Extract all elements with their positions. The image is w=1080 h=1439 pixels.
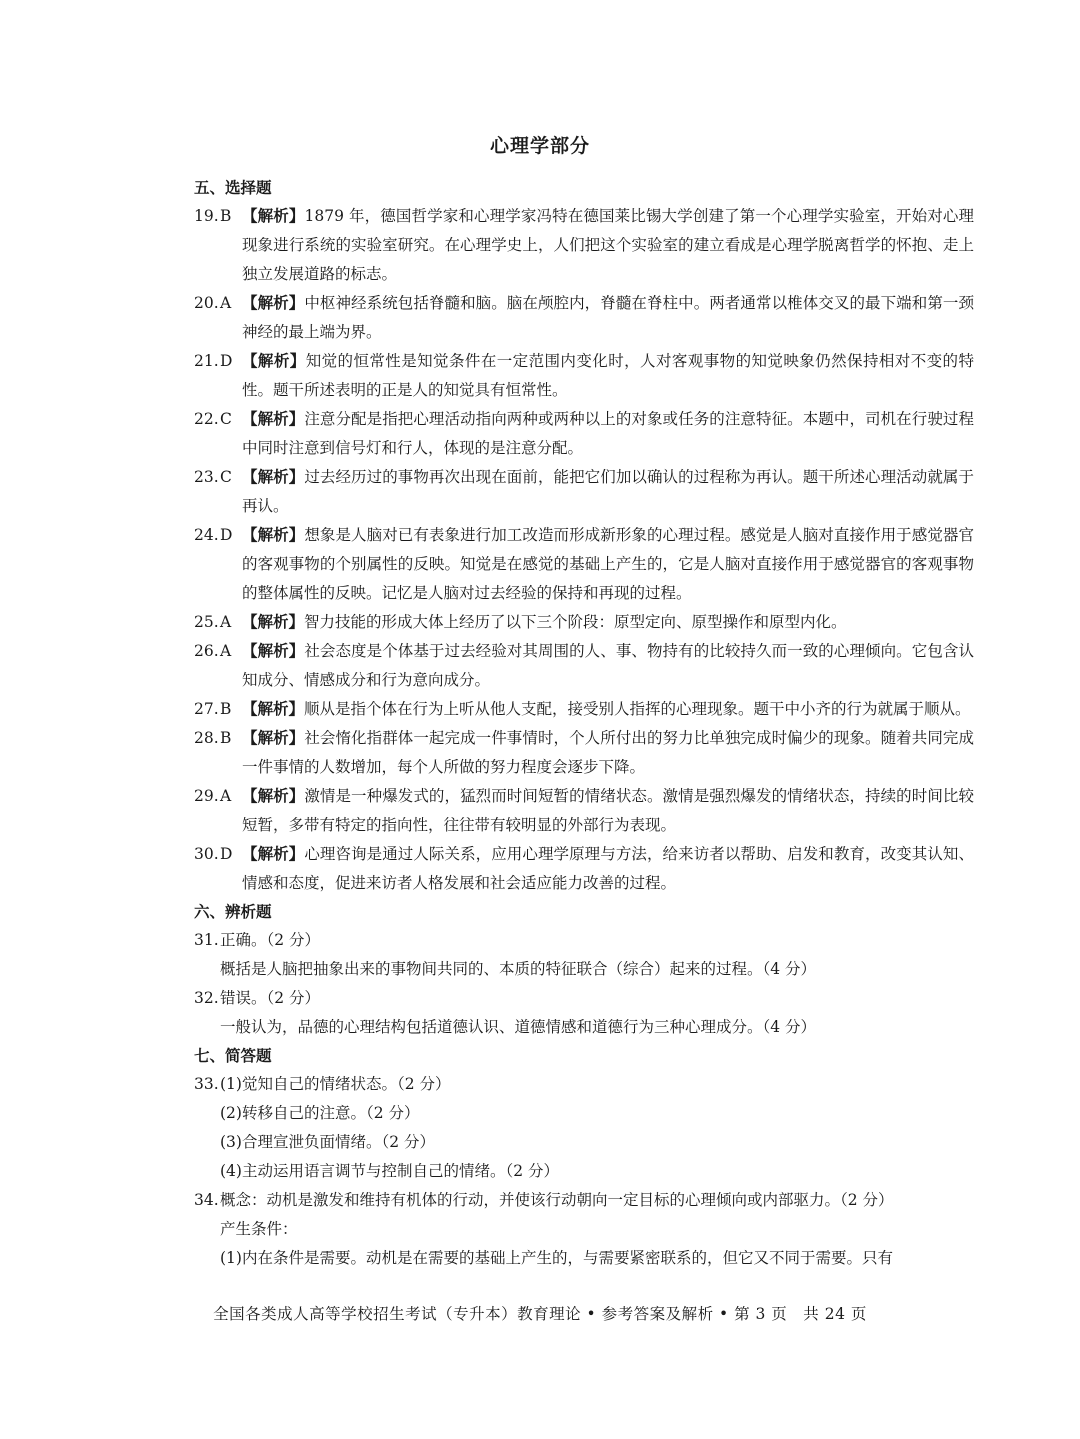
analysis-tag: 【解析】 <box>242 294 305 312</box>
answer-letter: D <box>220 526 233 544</box>
page-title: 心理学部分 <box>489 135 590 157</box>
question-number: 25. <box>194 613 219 631</box>
choice-answer-item <box>194 724 974 782</box>
analysis-tag: 【解析】 <box>242 642 305 660</box>
judge-explanation: 一般认为，品德的心理结构包括道德认识、道德情感和道德行为三种心理成分。（4 分） <box>220 1018 817 1036</box>
answer-letter: D <box>220 352 233 370</box>
analysis-tag: 【解析】 <box>242 410 305 428</box>
question-number: 31. <box>194 931 219 949</box>
explanation-text: 1879 年，德国哲学家和心理学家冯特在德国莱比锡大学创建了第一个心理学实验室，开始对心理现象进行系统的实验室研究。在心理学史上，人们把这个实验室的建立看成是心理学脱离哲学的怀抱、走上独立发展道路的标志。 <box>242 207 974 283</box>
explanation-text: 激情是一种爆发式的，猛烈而时间短暂的情绪状态。激情是强烈爆发的情绪状态，持续的时间比较短暂，多带有特定的指向性，往往带有较明显的外部行为表现。 <box>242 787 974 834</box>
answer-letter: B <box>220 729 232 747</box>
choice-answer-item <box>194 695 974 724</box>
question-number: 19. <box>194 207 219 225</box>
judge-verdict: 正确。（2 分） <box>220 931 321 949</box>
analysis-tag: 【解析】 <box>242 787 305 805</box>
answer-33-line-3: (3)合理宣泄负面情绪。（2 分） <box>220 1133 435 1151</box>
answer-content <box>194 174 974 1273</box>
analysis-tag: 【解析】 <box>242 468 305 486</box>
choice-answer-item <box>194 405 974 463</box>
choice-answer-item <box>194 202 974 289</box>
answer-explanation <box>242 608 974 637</box>
explanation-text: 中枢神经系统包括脊髓和脑。脑在颅腔内，脊髓在脊柱中。两者通常以椎体交叉的最下端和第一颈神经的最上端为界。 <box>242 294 974 341</box>
judge-answer-list <box>194 926 974 1042</box>
section-heading-judge: 六、辨析题 <box>194 903 272 921</box>
analysis-tag: 【解析】 <box>242 700 305 718</box>
answer-letter: C <box>220 468 232 486</box>
answer-explanation <box>242 347 974 405</box>
answer-letter: A <box>220 294 232 312</box>
choice-answer-item <box>194 347 974 405</box>
judge-verdict: 错误。（2 分） <box>220 989 321 1007</box>
question-number: 20. <box>194 294 219 312</box>
analysis-tag: 【解析】 <box>242 526 305 544</box>
answer-explanation <box>242 463 974 521</box>
question-number: 22. <box>194 410 219 428</box>
explanation-text: 顺从是指个体在行为上听从他人支配，接受别人指挥的心理现象。题干中小齐的行为就属于顺从。 <box>304 700 971 718</box>
choice-answer-item <box>194 289 974 347</box>
explanation-text: 心理咨询是通过人际关系，应用心理学原理与方法，给来访者以帮助、启发和教育，改变其认知、情感和态度，促进来访者人格发展和社会适应能力改善的过程。 <box>242 845 974 892</box>
answer-explanation <box>242 521 974 608</box>
answer-letter: B <box>220 207 232 225</box>
explanation-text: 想象是人脑对已有表象进行加工改造而形成新形象的心理过程。感觉是人脑对直接作用于感觉器官的客观事物的个别属性的反映。知觉是在感觉的基础上产生的，它是人脑对直接作用于感觉器官的客观事物的整体属性的反映。记忆是人脑对过去经验的保持和再现的过程。 <box>242 526 974 602</box>
question-number: 34. <box>194 1191 219 1209</box>
question-number: 21. <box>194 352 219 370</box>
answer-explanation <box>242 202 974 289</box>
answer-33 <box>194 1070 974 1186</box>
question-number: 27. <box>194 700 219 718</box>
question-number: 32. <box>194 989 219 1007</box>
question-number: 30. <box>194 845 219 863</box>
answer-explanation <box>242 637 974 695</box>
answer-33-line-1: (1)觉知自己的情绪状态。（2 分） <box>220 1075 451 1093</box>
explanation-text: 注意分配是指把心理活动指向两种或两种以上的对象或任务的注意特征。本题中，司机在行驶过程中同时注意到信号灯和行人，体现的是注意分配。 <box>242 410 974 457</box>
answer-explanation <box>242 782 974 840</box>
answer-letter: A <box>220 642 232 660</box>
question-number: 28. <box>194 729 219 747</box>
answer-letter: A <box>220 787 232 805</box>
section-heading-choice: 五、选择题 <box>194 179 272 197</box>
judge-explanation: 概括是人脑把抽象出来的事物间共同的、本质的特征联合（综合）起来的过程。（4 分） <box>220 960 817 978</box>
answer-letter: C <box>220 410 232 428</box>
answer-34-concept: 概念：动机是激发和维持有机体的行动，并使该行动朝向一定目标的心理倾向或内部驱力。（2 分） <box>220 1191 894 1209</box>
question-number: 29. <box>194 787 219 805</box>
answer-explanation <box>242 289 974 347</box>
question-number: 33. <box>194 1075 219 1093</box>
answer-explanation <box>242 724 974 782</box>
section-heading-short: 七、简答题 <box>194 1047 272 1065</box>
choice-answer-item <box>194 463 974 521</box>
explanation-text: 社会惰化指群体一起完成一件事情时，个人所付出的努力比单独完成时偏少的现象。随着共同完成一件事情的人数增加，每个人所做的努力程度会逐步下降。 <box>242 729 974 776</box>
analysis-tag: 【解析】 <box>242 729 305 747</box>
explanation-text: 智力技能的形成大体上经历了以下三个阶段：原型定向、原型操作和原型内化。 <box>304 613 847 631</box>
judge-answer-item <box>194 926 974 984</box>
choice-answer-item <box>194 521 974 608</box>
answer-34-condition-label: 产生条件： <box>220 1220 298 1238</box>
answer-explanation <box>242 695 974 724</box>
answer-explanation <box>242 405 974 463</box>
answer-33-line-2: (2)转移自己的注意。（2 分） <box>220 1104 420 1122</box>
explanation-text: 过去经历过的事物再次出现在面前，能把它们加以确认的过程称为再认。题干所述心理活动就属于再认。 <box>242 468 974 515</box>
choice-answer-item <box>194 782 974 840</box>
choice-answer-item <box>194 608 974 637</box>
analysis-tag: 【解析】 <box>242 845 305 863</box>
question-number: 24. <box>194 526 219 544</box>
answer-33-line-4: (4)主动运用语言调节与控制自己的情绪。（2 分） <box>220 1162 559 1180</box>
answer-letter: A <box>220 613 232 631</box>
question-number: 23. <box>194 468 219 486</box>
answer-explanation <box>242 840 974 898</box>
judge-answer-item <box>194 984 974 1042</box>
answer-34 <box>194 1186 974 1273</box>
answer-letter: B <box>220 700 232 718</box>
explanation-text: 知觉的恒常性是知觉条件在一定范围内变化时，人对客观事物的知觉映象仍然保持相对不变的特性。题干所述表明的正是人的知觉具有恒常性。 <box>242 352 974 399</box>
choice-answer-item <box>194 637 974 695</box>
question-number: 26. <box>194 642 219 660</box>
choice-answer-list <box>194 202 974 898</box>
choice-answer-item <box>194 840 974 898</box>
answer-34-condition-1: (1)内在条件是需要。动机是在需要的基础上产生的，与需要紧密联系的，但它又不同于需要。只有 <box>220 1249 893 1267</box>
explanation-text: 社会态度是个体基于过去经验对其周围的人、事、物持有的比较持久而一致的心理倾向。它包含认知成分、情感成分和行为意向成分。 <box>242 642 974 689</box>
analysis-tag: 【解析】 <box>242 207 305 225</box>
analysis-tag: 【解析】 <box>242 352 306 370</box>
analysis-tag: 【解析】 <box>242 613 305 631</box>
answer-letter: D <box>220 845 233 863</box>
page-footer: 全国各类成人高等学校招生考试（专升本）教育理论 • 参考答案及解析 • 第 3 页 共 24 页 <box>213 1305 867 1323</box>
